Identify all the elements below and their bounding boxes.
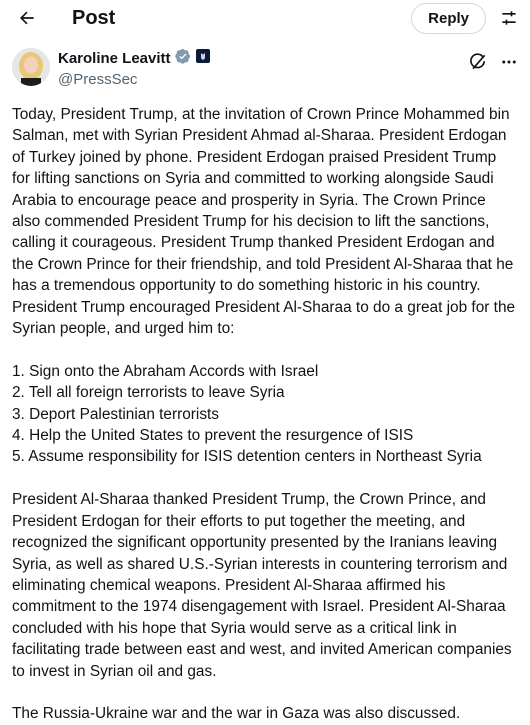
paragraph-2: President Al-Sharaa thanked President Trump, the Crown Prince, and President Erdogan for their efforts to put together the meeting, and recognized the significant opportunity presented by the Iranians leaving Syria, as well as shared U.S.-Syrian interests in countering terrorism and eliminating chemical weapons. President Al-Sharaa affirmed his commitment to the 1974 disengagement with Israel. President Al-Sharaa concluded with his hope that Syria would serve as a critical link in facilitating trade between east and west, and invited American companies to invest in Syrian oil and gas. <box>12 491 512 680</box>
list-item: 4. Help the United States to prevent the resurgence of ISIS <box>12 427 414 445</box>
list-item: 1. Sign onto the Abraham Accords with Israel <box>12 362 319 380</box>
author-handle[interactable]: @PressSec <box>58 71 138 88</box>
paragraph-1: Today, President Trump, at the invitation of Crown Prince Mohammed bin Salman, met with Syrian President Ahmad al-Sharaa. President Erdogan of Turkey joined by phone. President Erdogan praised President Trump for lifting sanctions on Syria and committed to working alongside Saudi Arabia to encourage peace and prosperity in Syria. The Crown Prince also commended President Trump for his decision to lift the sanctions, calling it courageous. President Trump thanked President Erdogan and the Crown Prince for their friendship, and told President Al-Sharaa that he has a tremendous opportunity to do something historic in his country. President Trump encouraged President Al-Sharaa to do a great job for the Syrian people, and urged him to: <box>12 106 516 338</box>
post-author <box>0 36 530 88</box>
verified-badge-icon <box>175 48 191 69</box>
grok-icon[interactable] <box>468 52 488 77</box>
more-options-icon[interactable] <box>500 53 518 76</box>
settings-sliders-icon[interactable] <box>498 7 520 29</box>
back-arrow-icon[interactable] <box>16 7 38 29</box>
list-item: 2. Tell all foreign terrorists to leave Syria <box>12 384 285 402</box>
list-item: 3. Deport Palestinian terrorists <box>12 405 220 423</box>
top-bar <box>0 0 530 36</box>
reply-button[interactable]: Reply <box>411 3 486 34</box>
author-name[interactable]: Karoline Leavitt <box>58 50 171 67</box>
page-title: Post <box>72 6 116 29</box>
demands-list <box>12 361 518 468</box>
post-text <box>0 104 530 725</box>
government-affiliation-badge-icon[interactable] <box>195 48 211 69</box>
paragraph-3: The Russia-Ukraine war and the war in Gaza was also discussed. <box>12 705 461 723</box>
avatar[interactable] <box>12 48 50 86</box>
list-item: 5. Assume responsibility for ISIS detention centers in Northeast Syria <box>12 448 482 466</box>
